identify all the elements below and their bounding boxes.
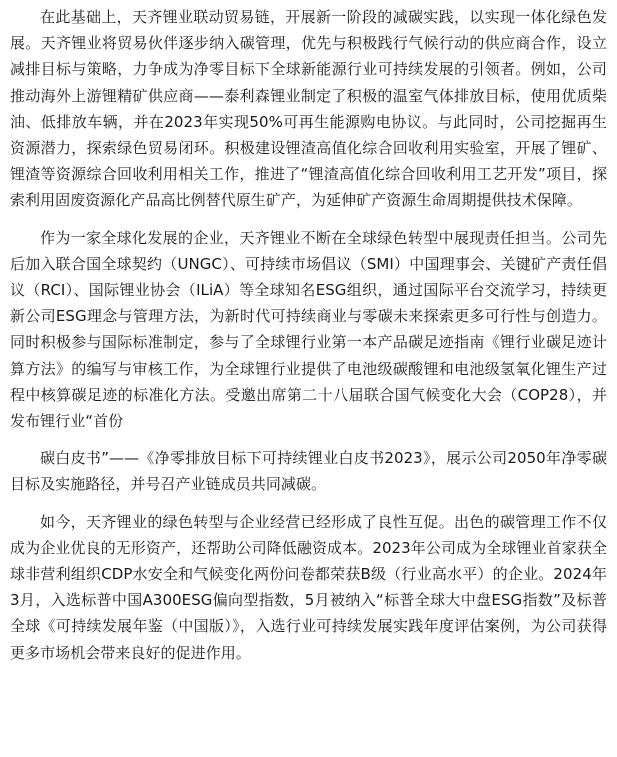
paragraph-green-transformation: 如今，天齐锂业的绿色转型与企业经营已经形成了良性互促。出色的碳管理工作不仅成为企业优良的无形资产，还帮助公司降低融资成本。2023年公司成为全球锂业首家获全球非营利组织CDP水安全和气候变化两份问卷都荣获B级（行业高水平）的企业。2024年3月，入选标普中国A300ESG偏向型指数，5月被纳入“标普全球大中盘ESG指数”及标普全球《可持续发展年鉴（中国版）》，入选行业可持续发展实践年度评估案例，为公司获得更多市场机会带来良好的促进作用。 <box>10 512 607 662</box>
paragraph-trade-chain-decarbonization: 在此基础上，天齐锂业联动贸易链，开展新一阶段的减碳实践，以实现一体化绿色发展。天齐锂业将贸易伙伴逐步纳入碳管理，优先与积极践行气候行动的供应商合作，设立减排目标与策略，力争成为净零目标下全球新能源行业可持续发展的引领者。例如，公司推动海外上游锂精矿供应商——泰利森锂业制定了积极的温室气体排放目标，使用优质柴油、低排放车辆，并在2023年实现50%可再生能源购电协议。与此同时，公司挖掘再生资源潜力，探索绿色贸易闭环。积极建设锂渣高值化综合回收利用实验室，开展了锂矿、锂渣等资源综合回收利用相关工作，推进了“锂渣高值化综合回收利用工艺开发”项目，探索利用固废资源化产品高比例替代原生矿产，为延伸矿产资源生命周期提供技术保障。 <box>10 8 607 210</box>
paragraph-white-paper: 碳白皮书”——《净零排放目标下可持续锂业白皮书2023》，展示公司2050年净零碳目标及实施路径，并号召产业链成员共同减碳。 <box>10 449 607 494</box>
paragraph-global-responsibility: 作为一家全球化发展的企业，天齐锂业不断在全球绿色转型中展现责任担当。公司先后加入联合国全球契约（UNGC）、可持续市场倡议（SMI）中国理事会、关键矿产责任倡议（RCI）、国际锂业协会（ILiA）等全球知名ESG组织，通过国际平台交流学习，持续更新公司ESG理念与管理方法，为新时代可持续商业与零碳未来探索更多可行性与创造力。同时积极参与国际标准制定，参与了全球锂行业第一本产品碳足迹指南《锂行业碳足迹计算方法》的编写与审核工作，为全球锂行业提供了电池级碳酸锂和电池级氢氧化锂生产过程中核算碳足迹的标准化方法。受邀出席第二十八届联合国气候变化大会（COP28），并发布锂行业“首份 <box>10 228 607 431</box>
